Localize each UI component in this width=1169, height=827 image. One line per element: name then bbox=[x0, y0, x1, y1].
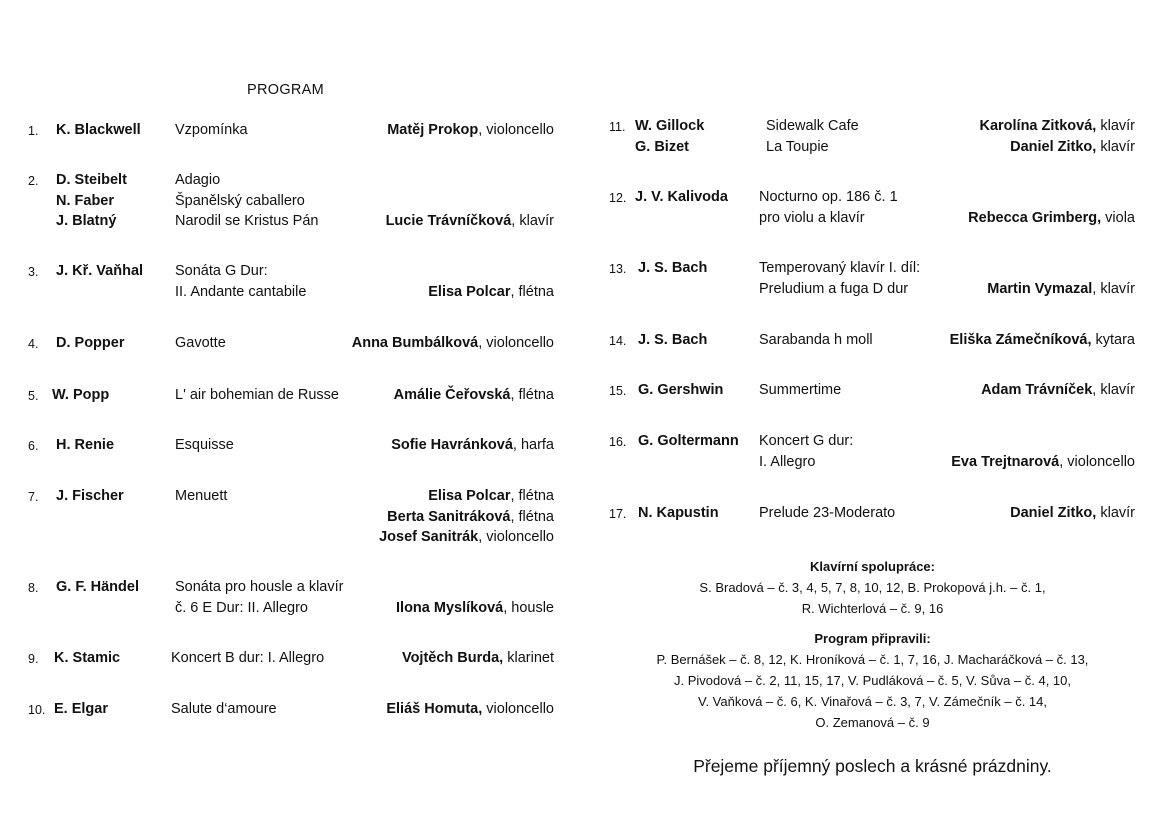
accompaniment-heading: Klavírní spolupráce: bbox=[810, 559, 935, 574]
piece-title: Preludium a fuga D dur bbox=[759, 280, 909, 297]
performer bbox=[979, 118, 1135, 134]
program-title: PROGRAM bbox=[247, 82, 325, 98]
composer: H. Renie bbox=[56, 437, 115, 453]
item-number: 6. bbox=[28, 439, 39, 453]
piece-title: Sarabanda h moll bbox=[759, 332, 873, 348]
performer-name: Eliáš Homuta, bbox=[386, 701, 483, 717]
prepared-line: O. Zemanová – č. 9 bbox=[815, 715, 930, 730]
performer bbox=[379, 529, 554, 545]
performer bbox=[950, 332, 1135, 348]
composer: G. Gershwin bbox=[638, 382, 724, 398]
performer-name: Elisa Polcar bbox=[428, 488, 511, 504]
piece-title: Menuett bbox=[175, 488, 228, 504]
composer: N. Kapustin bbox=[638, 505, 719, 521]
item-number: 10. bbox=[28, 703, 46, 717]
performer-name: Sofie Havránková bbox=[391, 437, 513, 453]
performer-name: Daniel Zitko, bbox=[1010, 505, 1097, 521]
composer: J. V. Kalivoda bbox=[635, 189, 728, 205]
performer-name: Lucie Trávníčková bbox=[385, 213, 512, 229]
performer-name: Rebecca Grimberg, bbox=[968, 209, 1102, 226]
performer-name: Vojtěch Burda, bbox=[401, 650, 504, 666]
performer bbox=[968, 210, 1135, 226]
item-number: 12. bbox=[609, 191, 627, 205]
composer: G. Bizet bbox=[635, 138, 689, 155]
composer: J. S. Bach bbox=[638, 332, 708, 348]
piece-title: II. Andante cantabile bbox=[175, 283, 307, 300]
composer: J. Kř. Vaňhal bbox=[56, 263, 144, 279]
performer bbox=[402, 650, 554, 666]
item-number: 2. bbox=[28, 174, 39, 188]
piece-title: Esquisse bbox=[175, 437, 234, 453]
performer-instrument: , violoncello bbox=[478, 529, 554, 545]
piece-title: Sonáta pro housle a klavír bbox=[175, 579, 344, 595]
performer bbox=[387, 122, 554, 138]
performer-name: Anna Bumbálková bbox=[351, 335, 479, 351]
performer-instrument: klavír bbox=[1096, 118, 1135, 134]
performer-name: Martin Vymazal bbox=[987, 280, 1093, 297]
performer-instrument: , flétna bbox=[510, 508, 554, 525]
performer-instrument: violoncello bbox=[482, 701, 554, 717]
accompaniment-line: S. Bradová – č. 3, 4, 5, 7, 8, 10, 12, B. Prokopová j.h. – č. 1, bbox=[699, 580, 1046, 595]
piece-title: Narodil se Kristus Pán bbox=[175, 213, 319, 229]
item-number: 3. bbox=[28, 265, 39, 279]
performer-name: Josef Sanitrák bbox=[379, 529, 479, 545]
performer-instrument: , violoncello bbox=[478, 335, 554, 351]
composer: K. Blackwell bbox=[56, 122, 141, 138]
performer bbox=[394, 387, 554, 403]
performer bbox=[391, 437, 554, 453]
performer-instrument: , violoncello bbox=[1059, 453, 1135, 470]
performer-name: Adam Trávníček bbox=[981, 382, 1093, 398]
performer bbox=[987, 281, 1135, 297]
performer bbox=[386, 701, 554, 717]
composer: J. Blatný bbox=[56, 213, 117, 229]
performer bbox=[981, 382, 1135, 398]
performer bbox=[387, 509, 554, 525]
performer-instrument: kytara bbox=[1091, 332, 1135, 348]
performer-name: Eva Trejtnarová bbox=[951, 453, 1060, 470]
performer-name: Matěj Prokop bbox=[387, 122, 479, 138]
composer: N. Faber bbox=[56, 192, 115, 209]
performer-instrument: viola bbox=[1101, 209, 1135, 226]
performer bbox=[428, 284, 554, 300]
piece-title: Gavotte bbox=[175, 335, 226, 351]
performer bbox=[1010, 505, 1135, 521]
performer-instrument: , klavír bbox=[1092, 280, 1135, 297]
piece-title: Summertime bbox=[759, 382, 842, 398]
item-number: 7. bbox=[28, 490, 39, 504]
composer: J. Fischer bbox=[56, 488, 124, 504]
composer: W. Gillock bbox=[635, 118, 705, 134]
piece-title: Temperovaný klavír I. díl: bbox=[759, 260, 921, 276]
performer-name: Ilona Myslíková bbox=[396, 599, 504, 616]
piece-title: Salute d‘amoure bbox=[171, 701, 277, 717]
composer: D. Steibelt bbox=[56, 172, 127, 188]
performer-instrument: , housle bbox=[503, 599, 554, 616]
prepared-line: P. Bernášek – č. 8, 12, K. Hroníková – č. 1, 7, 16, J. Macharáčková – č. 13, bbox=[656, 652, 1089, 667]
performer-instrument: klarinet bbox=[503, 650, 554, 666]
piece-title: č. 6 E Dur: II. Allegro bbox=[175, 599, 308, 616]
closing-wish: Přejeme příjemný poslech a krásné prázdniny. bbox=[693, 756, 1052, 776]
item-number: 9. bbox=[28, 652, 39, 666]
performer bbox=[428, 488, 554, 504]
item-number: 17. bbox=[609, 507, 627, 521]
performer bbox=[951, 454, 1135, 470]
piece-title: Španělský caballero bbox=[175, 192, 305, 209]
piece-title: Sonáta G Dur: bbox=[175, 263, 268, 279]
composer: E. Elgar bbox=[54, 701, 108, 717]
performer-name: Karolína Zitková, bbox=[979, 118, 1097, 134]
performer bbox=[352, 335, 554, 351]
piece-title: pro violu a klavír bbox=[759, 209, 865, 226]
performer-instrument: klavír bbox=[1096, 138, 1135, 155]
item-number: 5. bbox=[28, 389, 39, 403]
performer-name: Amálie Čeřovská bbox=[393, 387, 511, 403]
composer: D. Popper bbox=[56, 335, 125, 351]
item-number: 8. bbox=[28, 581, 39, 595]
item-number: 1. bbox=[28, 124, 39, 138]
performer-instrument: , klavír bbox=[511, 213, 554, 229]
item-number: 13. bbox=[609, 262, 627, 276]
composer: G. Goltermann bbox=[638, 433, 739, 449]
prepared-line: V. Vaňková – č. 6, K. Vinařová – č. 3, 7, V. Zámečník – č. 14, bbox=[697, 694, 1048, 709]
performer-name: Berta Sanitráková bbox=[387, 508, 511, 525]
piece-title: La Toupie bbox=[766, 138, 829, 155]
performer bbox=[1010, 139, 1135, 155]
performer bbox=[396, 600, 554, 616]
performer-instrument: , flétna bbox=[510, 283, 554, 300]
item-number: 15. bbox=[609, 384, 627, 398]
piece-title: Prelude 23-Moderato bbox=[759, 505, 896, 521]
prepared-heading: Program připravili: bbox=[814, 631, 931, 646]
performer-name: Daniel Zitko, bbox=[1010, 138, 1097, 155]
item-number: 11. bbox=[609, 120, 626, 134]
composer: J. S. Bach bbox=[638, 260, 708, 276]
performer-instrument: , flétna bbox=[510, 488, 554, 504]
piece-title: Koncert B dur: I. Allegro bbox=[171, 650, 325, 666]
piece-title: Vzpomínka bbox=[175, 122, 248, 138]
composer: G. F. Händel bbox=[56, 579, 139, 595]
piece-title: Sidewalk Cafe bbox=[766, 118, 859, 134]
composer: K. Stamic bbox=[54, 650, 121, 666]
performer-instrument: , violoncello bbox=[478, 122, 554, 138]
piece-title: Nocturno op. 186 č. 1 bbox=[759, 189, 898, 205]
performer bbox=[386, 213, 554, 229]
accompaniment-line: R. Wichterlová – č. 9, 16 bbox=[801, 601, 944, 616]
item-number: 16. bbox=[609, 435, 627, 449]
performer-instrument: klavír bbox=[1096, 505, 1135, 521]
prepared-line: J. Pivodová – č. 2, 11, 15, 17, V. Pudláková – č. 5, V. Sůva – č. 4, 10, bbox=[674, 673, 1071, 688]
performer-name: Elisa Polcar bbox=[428, 283, 511, 300]
piece-title: I. Allegro bbox=[759, 453, 816, 470]
performer-instrument: , klavír bbox=[1092, 382, 1135, 398]
piece-title: Koncert G dur: bbox=[759, 433, 854, 449]
piece-title: Adagio bbox=[175, 172, 221, 188]
performer-instrument: , flétna bbox=[510, 387, 554, 403]
piece-title: L' air bohemian de Russe bbox=[175, 387, 339, 403]
performer-instrument: , harfa bbox=[512, 437, 554, 453]
item-number: 14. bbox=[609, 334, 627, 348]
performer-name: Eliška Zámečníková, bbox=[949, 332, 1092, 348]
item-number: 4. bbox=[28, 337, 39, 351]
composer: W. Popp bbox=[52, 387, 110, 403]
